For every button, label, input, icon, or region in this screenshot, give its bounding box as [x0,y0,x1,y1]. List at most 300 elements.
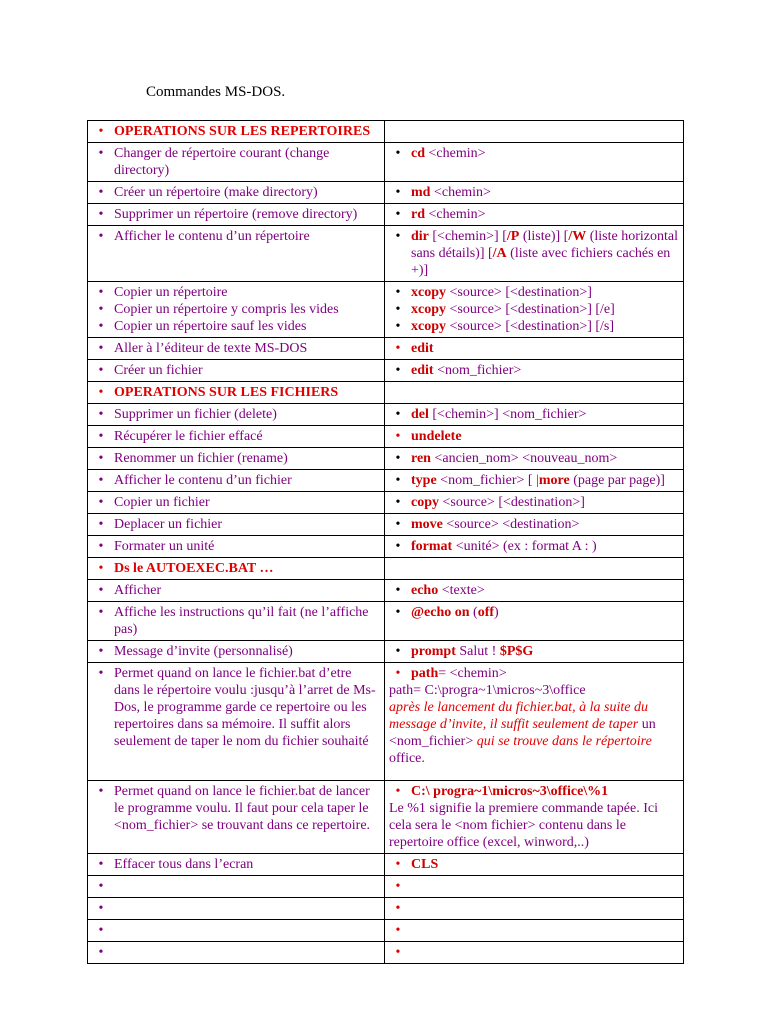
description-cell [88,204,385,226]
command-keyword: cd [411,146,425,161]
description-item [88,472,380,489]
command-item-text [411,783,679,800]
command-item [385,922,679,939]
command-item-text [411,516,679,533]
command-item-text [411,428,679,445]
command-keyword: CLS [411,857,439,872]
command-keyword: del [411,407,429,422]
command-item [385,406,679,423]
command-description [385,682,679,767]
bullet-icon: • [98,784,104,799]
table-row [88,382,684,404]
path-example: path= C:\progra~1\micros~3\office [389,683,586,698]
table-row [88,781,684,854]
description-item-text: Deplacer un fichier [114,517,223,532]
description-cell [88,781,385,854]
command-item [385,318,679,335]
command-cell [385,580,684,602]
description-item [88,856,380,873]
command-item [385,856,679,873]
command-item-text [411,604,679,621]
description-item-text: Créer un répertoire (make directory) [114,185,318,200]
description-item-text: Permet quand on lance le fichier.bat d’etre dans le répertoire voulu :jusqu’à l’arret de Ms-Dos, le programme garde ce repertoire ou les repertoires dans sa mémoire. Il suffit alors seulement de taper le nom du fichier souhaité [114,666,376,749]
command-item [385,228,679,279]
command-cell [385,338,684,360]
command-cell [385,360,684,382]
bullet-icon: • [395,185,401,200]
description-item-text: Formater un unité [114,539,215,554]
description-cell [88,426,385,448]
description-item-text: Récupérer le fichier effacé [114,429,263,444]
command-arguments: (liste horizontal sans détails)] [ [411,229,678,261]
command-cell [385,920,684,942]
description-item [88,494,380,511]
command-cell [385,448,684,470]
table-row [88,558,684,580]
description-item [88,284,380,301]
bullet-icon: • [395,302,401,317]
command-item-text [411,340,679,357]
command-item-text [411,406,679,423]
description-item-text: OPERATIONS SUR LES REPERTOIRES [114,124,371,139]
document-title: Commandes MS-DOS. [146,84,286,100]
description-item [88,878,380,895]
description-cell [88,920,385,942]
command-item-text [411,494,679,511]
command-cell [385,942,684,964]
bullet-icon: • [98,124,104,139]
command-item-text [411,856,679,873]
description-item [88,604,380,638]
description-cell [88,448,385,470]
bullet-icon: • [98,605,104,620]
description-cell [88,558,385,580]
description-cell [88,382,385,404]
command-item-text [411,228,679,279]
bullet-icon: • [395,319,401,334]
table-row [88,580,684,602]
bullet-icon: • [395,341,401,356]
command-keyword: echo [411,583,439,598]
command-keyword: $P$G [499,644,534,659]
command-item-text [411,206,679,223]
description-item-text: Créer un fichier [114,363,203,378]
command-item [385,301,679,318]
command-keyword: format [411,539,453,554]
bullet-icon: • [98,539,104,554]
bullet-icon: • [395,146,401,161]
bullet-icon: • [98,644,104,659]
command-keyword: off [477,605,495,620]
command-keyword: prompt [411,644,456,659]
description-item-text: Supprimer un fichier (delete) [114,407,277,422]
table-row [88,121,684,143]
table-row [88,448,684,470]
description-item-text: Affiche les instructions qu’il fait (ne l’affiche pas) [114,605,369,637]
description-item-text: Permet quand on lance le fichier.bat de lancer le programme voulu. Il faut pour cela taper le <nom_fichier> se trouvant dans ce repertoire. [114,784,371,833]
command-cell [385,226,684,282]
bullet-icon: • [395,901,401,916]
table-row [88,426,684,448]
description-item [88,428,380,445]
bullet-icon: • [395,495,401,510]
bullet-icon: • [395,451,401,466]
description-item-text: Message d’invite (personnalisé) [114,644,293,659]
command-item-text [411,450,679,467]
description-item [88,362,380,379]
bullet-icon: • [98,561,104,576]
command-keyword: edit [411,341,434,356]
table-row [88,663,684,781]
command-item [385,428,679,445]
description-cell [88,182,385,204]
bullet-icon: • [98,319,104,334]
bullet-icon: • [98,945,104,960]
table-row [88,204,684,226]
command-arguments: <chemin> [425,207,486,222]
bullet-icon: • [395,285,401,300]
description-cell [88,470,385,492]
command-cell [385,382,684,404]
command-keyword: type [411,473,437,488]
description-item [88,123,380,140]
command-cell [385,876,684,898]
description-cell [88,536,385,558]
description-item [88,184,380,201]
description-item [88,206,380,223]
command-item [385,184,679,201]
bullet-icon: • [98,363,104,378]
table-row [88,143,684,182]
description-cell [88,338,385,360]
bullet-icon: • [395,583,401,598]
command-keyword: undelete [411,429,462,444]
bullet-icon: • [395,429,401,444]
explanation-part: un <nom_fichier> [389,717,656,749]
command-cell [385,426,684,448]
description-cell [88,404,385,426]
bullet-icon: • [98,923,104,938]
command-item [385,145,679,162]
command-item-text [411,362,679,379]
command-arguments: <chemin> [425,146,486,161]
bullet-icon: • [98,857,104,872]
command-cell [385,663,684,781]
command-arguments: <source> <destination> [442,517,580,532]
bullet-icon: • [395,539,401,554]
description-item-text: Supprimer un répertoire (remove directory) [114,207,358,222]
command-item-text [411,538,679,555]
command-item-text [411,184,679,201]
command-item [385,643,679,660]
bullet-icon: • [98,407,104,422]
bullet-icon: • [98,429,104,444]
commands-table [87,120,684,964]
description-item-text: Afficher le contenu d’un fichier [114,473,292,488]
command-item-text [411,665,679,682]
command-cell [385,854,684,876]
description-cell [88,226,385,282]
command-keyword: xcopy [411,285,446,300]
description-cell [88,854,385,876]
command-cell [385,602,684,641]
command-item [385,362,679,379]
description-item [88,228,380,245]
bullet-icon: • [98,879,104,894]
command-keyword: path [411,666,439,681]
command-keyword: xcopy [411,302,446,317]
bullet-icon: • [98,901,104,916]
command-item [385,538,679,555]
command-keyword: C:\ progra~1\micros~3\office\%1 [411,784,609,799]
bullet-icon: • [98,302,104,317]
command-arguments: <unité> (ex : format A : ) [452,539,597,554]
command-cell [385,121,684,143]
table-row-empty [88,942,684,964]
description-cell [88,492,385,514]
bullet-icon: • [395,666,401,681]
description-cell [88,121,385,143]
table-row [88,492,684,514]
command-arguments: [<chemin>] <nom_fichier> [428,407,587,422]
bullet-icon: • [395,857,401,872]
command-keyword: xcopy [411,319,446,334]
description-item [88,145,380,179]
bullet-icon: • [98,517,104,532]
command-arguments: <source> [<destination>] [/e] [446,302,615,317]
table-row [88,338,684,360]
explanation-part: après le lancement du fichier.bat, à la suite du message d’invite, il suffit seulement de taper [389,700,648,732]
bullet-icon: • [395,879,401,894]
command-keyword: ren [411,451,431,466]
command-item-text [411,284,679,301]
command-item [385,472,679,489]
bullet-icon: • [98,185,104,200]
command-item-text [411,301,679,318]
bullet-icon: • [98,341,104,356]
description-item [88,538,380,555]
command-item-text [411,145,679,162]
command-arguments: <source> [<destination>] [/s] [446,319,615,334]
command-item-text [411,643,679,660]
command-keyword: /A [492,246,507,261]
command-arguments: <source> [<destination>] [439,495,585,510]
bullet-icon: • [98,229,104,244]
explanation-part: qui se trouve dans le répertoire [476,734,652,749]
description-item [88,582,380,599]
command-arguments: (liste)] [ [519,229,569,244]
bullet-icon: • [395,945,401,960]
description-item [88,665,380,750]
description-item-text: OPERATIONS SUR LES FICHIERS [114,385,339,400]
description-item [88,516,380,533]
bullet-icon: • [395,363,401,378]
bullet-icon: • [395,923,401,938]
table-row [88,536,684,558]
bullet-icon: • [395,473,401,488]
bullet-icon: • [98,495,104,510]
table-row [88,282,684,338]
command-cell [385,143,684,182]
description-item-text: Copier un répertoire sauf les vides [114,319,307,334]
command-item [385,878,679,895]
description-item-text: Afficher [114,583,162,598]
description-item [88,944,380,961]
command-arguments: Salut ! [455,644,500,659]
command-cell [385,204,684,226]
description-item-text: Renommer un fichier (rename) [114,451,288,466]
command-item [385,604,679,621]
description-item-text: Effacer tous dans l’ecran [114,857,254,872]
description-item [88,783,380,834]
bullet-icon: • [98,666,104,681]
command-arguments: <ancien_nom> <nouveau_nom> [430,451,618,466]
description-item-text: Copier un répertoire [114,285,228,300]
description-item [88,406,380,423]
description-cell [88,580,385,602]
command-item [385,900,679,917]
command-cell [385,514,684,536]
command-keyword: md [411,185,431,200]
description-item-text: Copier un fichier [114,495,210,510]
description-item-text: Copier un répertoire y compris les vides [114,302,339,317]
table-row [88,226,684,282]
description-item [88,318,380,335]
bullet-icon: • [98,451,104,466]
command-item [385,494,679,511]
bullet-icon: • [98,583,104,598]
description-cell [88,641,385,663]
command-keyword: dir [411,229,429,244]
description-cell [88,514,385,536]
path-explanation [389,699,679,767]
command-cell [385,492,684,514]
command-cell [385,282,684,338]
bullet-icon: • [395,207,401,222]
bullet-icon: • [395,644,401,659]
command-arguments: <texte> [438,583,485,598]
description-item [88,301,380,318]
command-keyword: rd [411,207,425,222]
command-item [385,783,679,800]
bullet-icon: • [98,146,104,161]
description-item-text: Changer de répertoire courant (change directory) [114,146,330,178]
command-arguments: <nom_fichier> [433,363,522,378]
table-row-empty [88,898,684,920]
command-cell [385,404,684,426]
command-cell [385,558,684,580]
command-arguments: (liste avec fichiers cachés en +)] [411,246,671,278]
description-cell [88,360,385,382]
command-item [385,665,679,682]
description-item [88,643,380,660]
table-row [88,514,684,536]
table-row [88,854,684,876]
command-arguments: = <chemin> [438,666,507,681]
bullet-icon: • [98,385,104,400]
command-keyword: copy [411,495,439,510]
command-arguments: ( [469,605,478,620]
bullet-icon: • [395,229,401,244]
description-item [88,384,380,401]
command-keyword: move [411,517,443,532]
command-keyword: more [538,473,570,488]
explanation-part: office. [389,751,425,766]
command-cell [385,781,684,854]
description-item [88,560,380,577]
table-row [88,470,684,492]
command-item-text [411,472,679,489]
description-cell [88,602,385,641]
description-cell [88,942,385,964]
bullet-icon: • [98,207,104,222]
command-keyword: /W [568,229,587,244]
command-cell [385,182,684,204]
commands-table-body [88,121,684,964]
description-item-text: Aller à l’éditeur de texte MS-DOS [114,341,308,356]
bullet-icon: • [395,407,401,422]
description-cell [88,663,385,781]
table-row [88,641,684,663]
command-arguments: [<chemin>] [ [428,229,507,244]
table-row [88,602,684,641]
description-cell [88,876,385,898]
description-item [88,922,380,939]
table-row [88,360,684,382]
table-row [88,182,684,204]
command-keyword: /P [506,229,520,244]
description-item [88,450,380,467]
description-cell [88,282,385,338]
command-arguments: <source> [<destination>] [446,285,592,300]
command-item-text [411,318,679,335]
description-item-text: Afficher le contenu d’un répertoire [114,229,310,244]
description-cell [88,898,385,920]
command-keyword: @echo on [411,605,470,620]
command-item [385,284,679,301]
table-row-empty [88,920,684,942]
command-cell [385,536,684,558]
table-row [88,404,684,426]
command-item-text [411,582,679,599]
command-cell [385,470,684,492]
command-cell [385,641,684,663]
command-arguments: <chemin> [430,185,491,200]
description-item [88,900,380,917]
bullet-icon: • [395,605,401,620]
command-item [385,340,679,357]
command-item [385,582,679,599]
command-arguments: ) [494,605,499,620]
bullet-icon: • [395,784,401,799]
command-arguments: (page par page)] [569,473,665,488]
command-item [385,944,679,961]
table-row-empty [88,876,684,898]
description-item-text: Ds le AUTOEXEC.BAT … [114,561,274,576]
command-keyword: edit [411,363,434,378]
command-item [385,450,679,467]
bullet-icon: • [98,473,104,488]
description-item [88,340,380,357]
command-cell [385,898,684,920]
command-arguments: <nom_fichier> [ | [436,473,539,488]
command-description: Le %1 signifie la premiere commande tapée. Ici cela sera le <nom fichier> contenu dans le repertoire office (excel, winword,..) [389,801,658,850]
command-item [385,516,679,533]
command-item [385,206,679,223]
bullet-icon: • [395,517,401,532]
bullet-icon: • [98,285,104,300]
description-cell [88,143,385,182]
